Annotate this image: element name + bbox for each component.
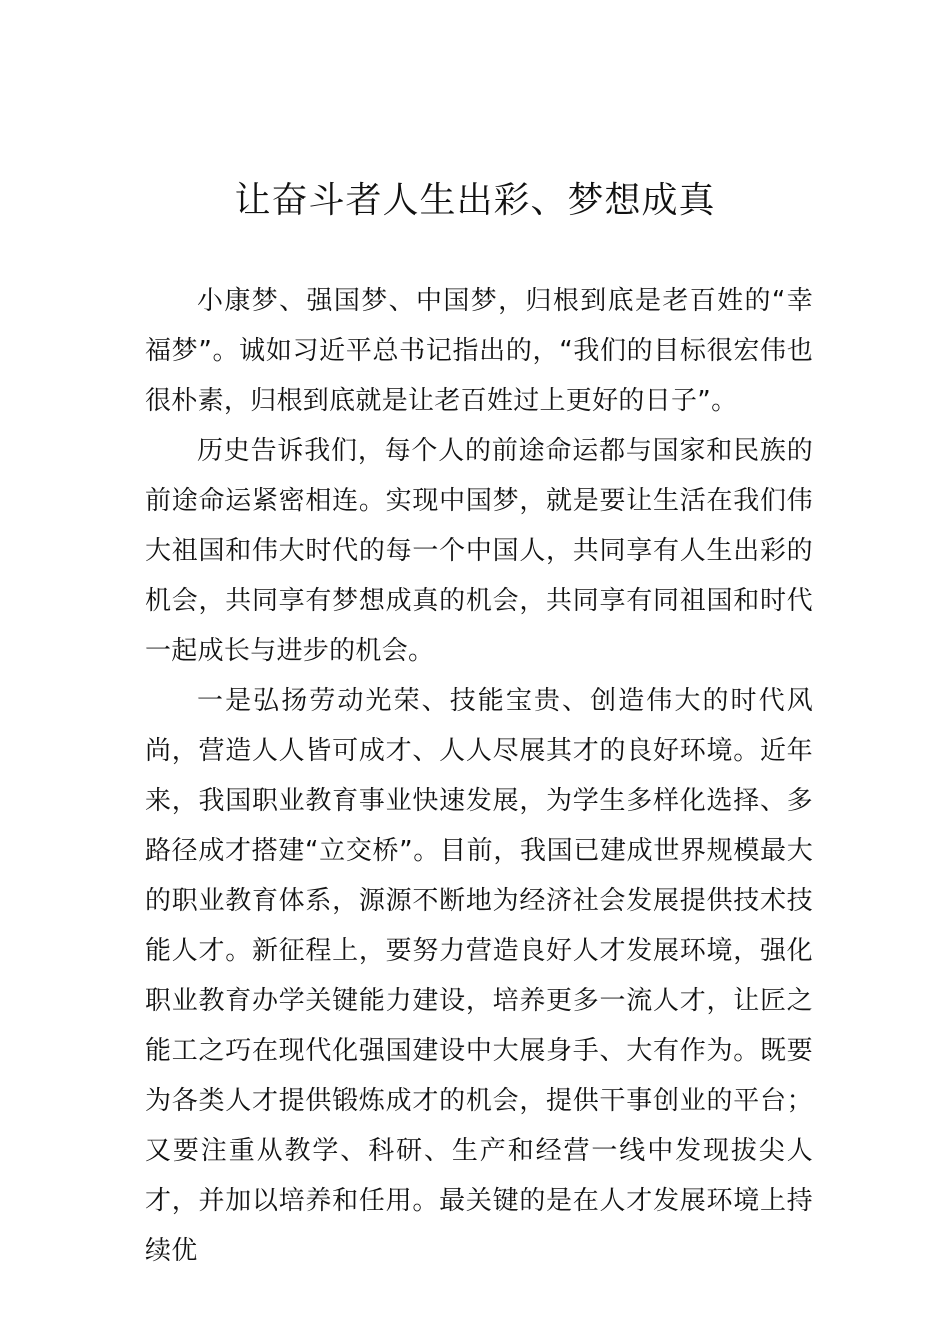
paragraph-3: 一是弘扬劳动光荣、技能宝贵、创造伟大的时代风尚，营造人人皆可成才、人人尽展其才的良好环境。近年来，我国职业教育事业快速发展，为学生多样化选择、多路径成才搭建“立交桥”。目前，我国已建成世界规模最大的职业教育体系，源源不断地为经济社会发展提供技术技能人才。新征程上，要努力营造良好人才发展环境，强化职业教育办学关键能力建设，培养更多一流人才，让匠之能工之巧在现代化强国建设中大展身手、大有作为。既要为各类人才提供锻炼成才的机会，提供干事创业的平台；又要注重从教学、科研、生产和经营一线中发现拔尖人才，并加以培养和任用。最关键的是在人才发展环境上持续优 [145,686,813,1266]
document-body [145,276,813,1276]
paragraph-2: 历史告诉我们，每个人的前途命运都与国家和民族的前途命运紧密相连。实现中国梦，就是要让生活在我们伟大祖国和伟大时代的每一个中国人，共同享有人生出彩的机会，共同享有梦想成真的机会，共同享有同祖国和时代一起成长与进步的机会。 [145,436,813,666]
document-title: 让奋斗者人生出彩、梦想成真 [234,180,716,221]
paragraph-1: 小康梦、强国梦、中国梦，归根到底是老百姓的“幸福梦”。诚如习近平总书记指出的，“我们的目标很宏伟也很朴素，归根到底就是让老百姓过上更好的日子”。 [145,286,813,416]
